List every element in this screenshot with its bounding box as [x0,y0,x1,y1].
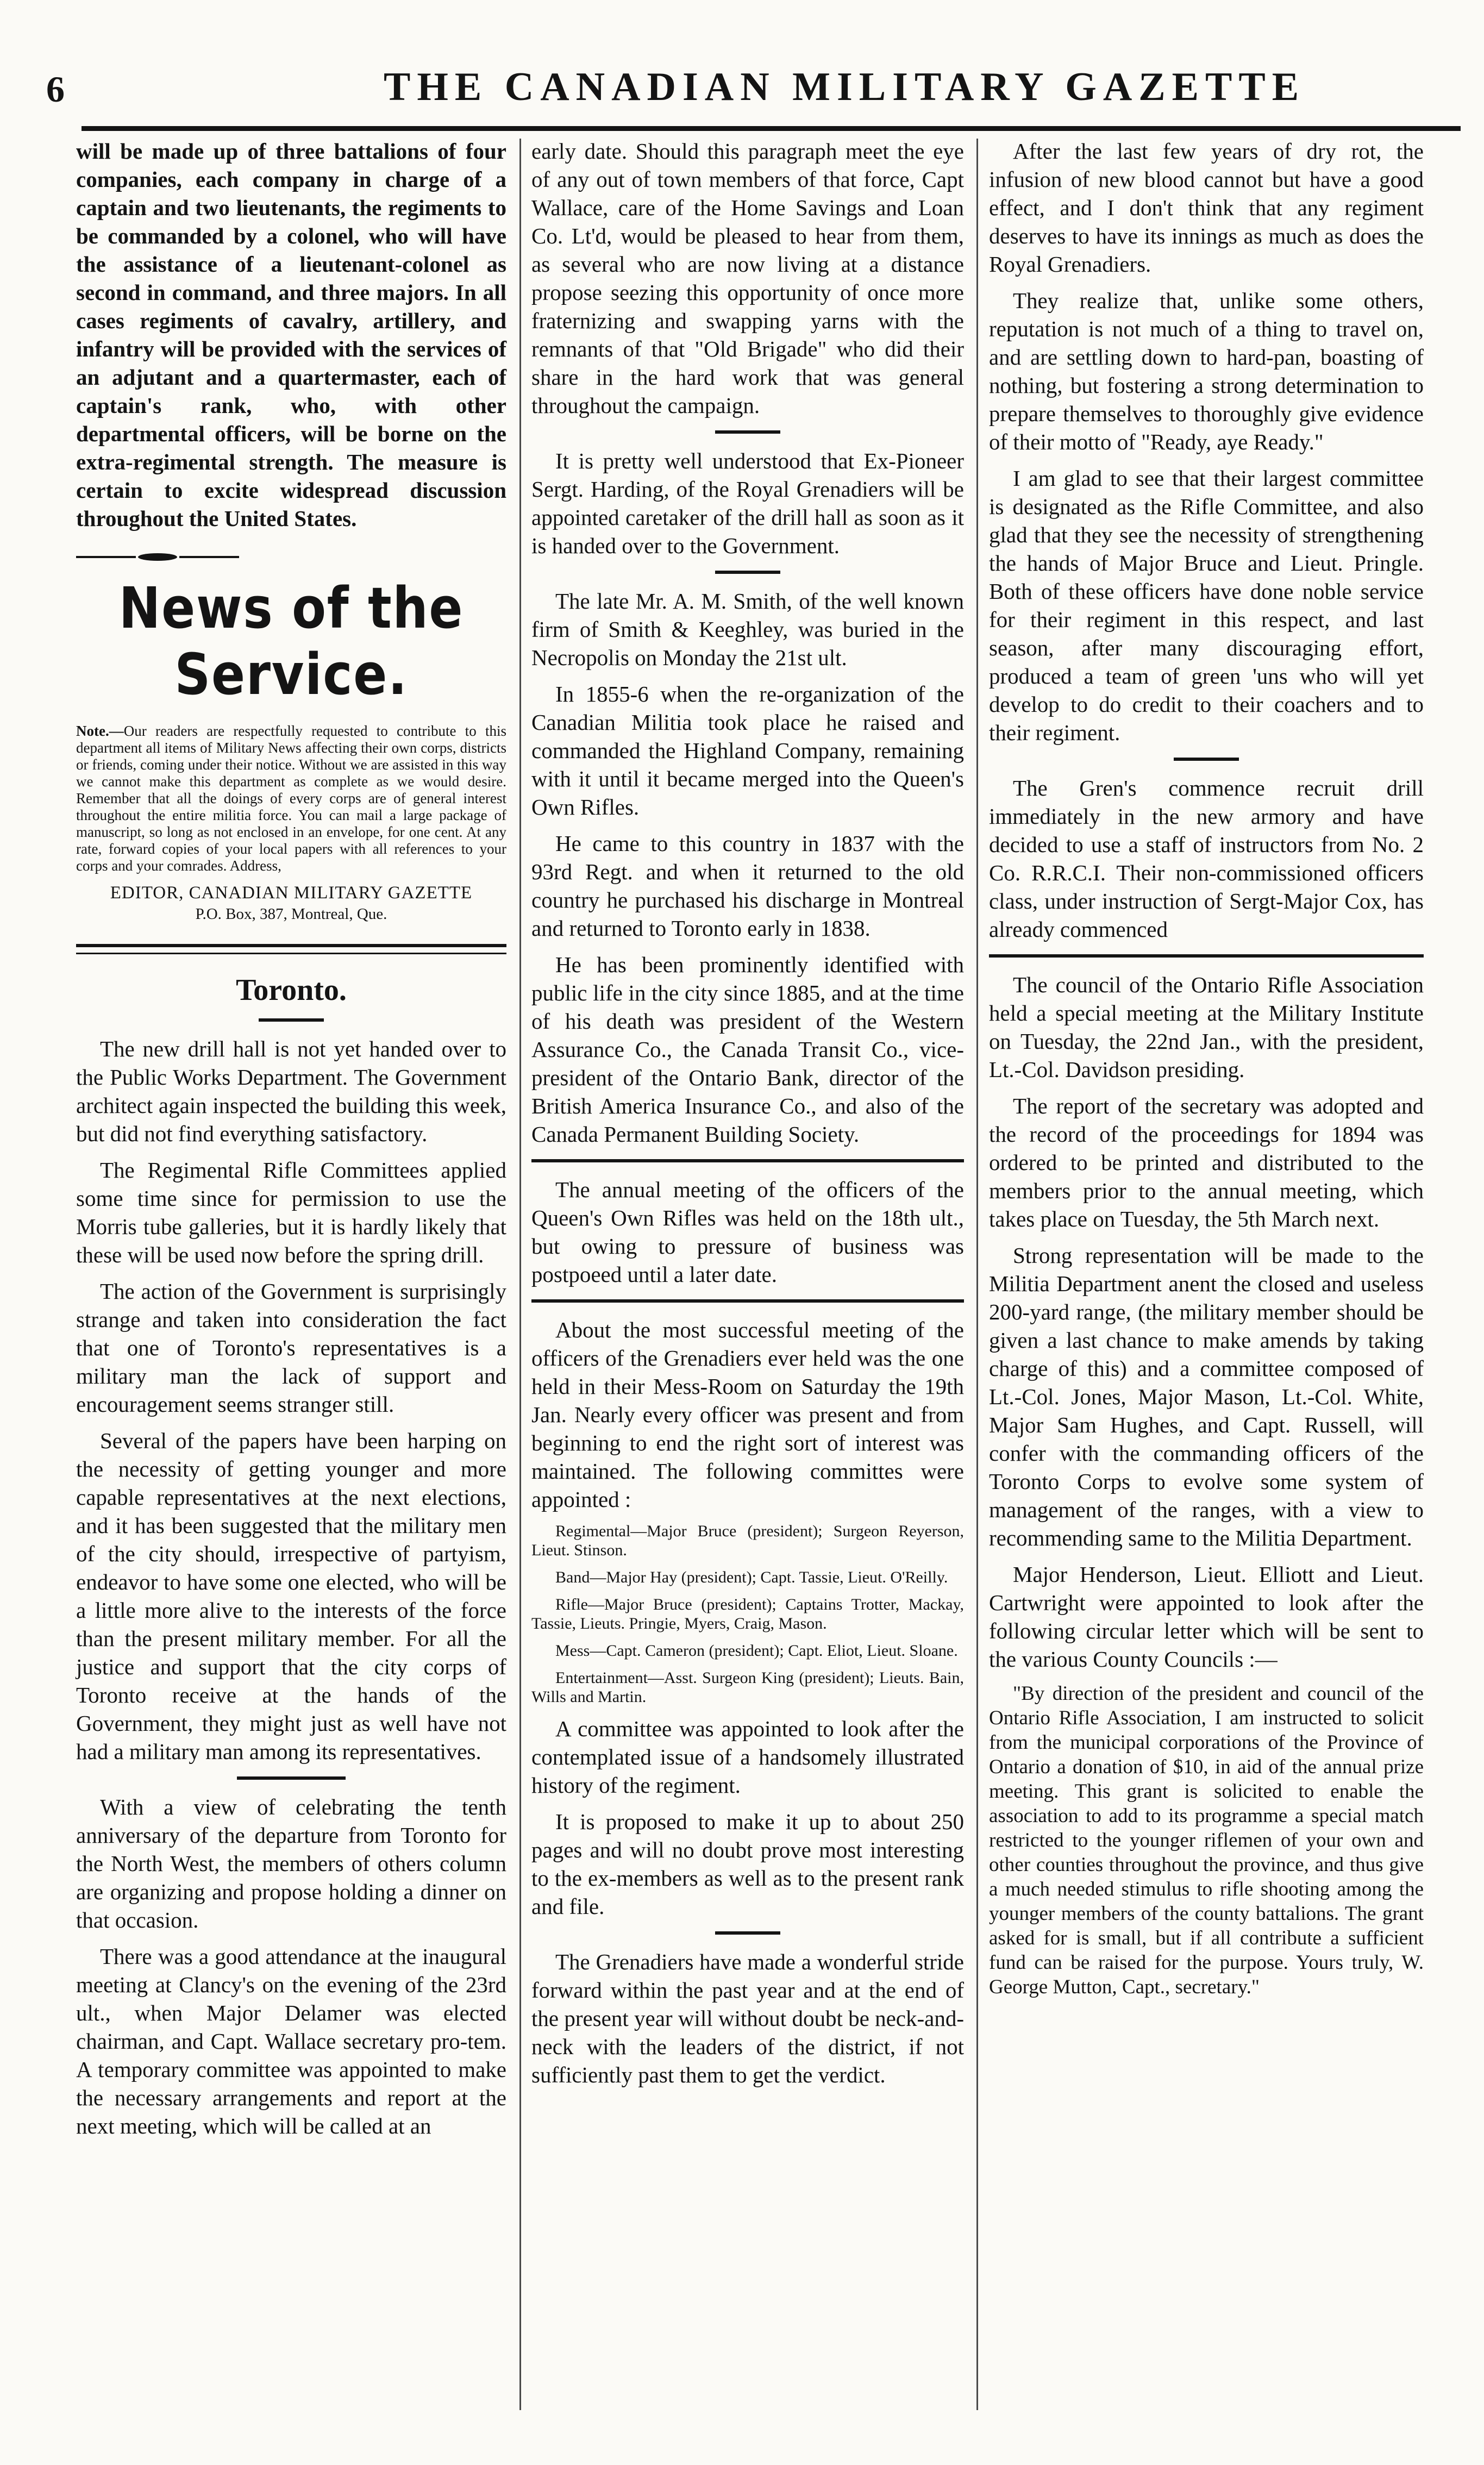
paragraph: He came to this country in 1837 with the 93rd Regt. and when it returned to the old country he purchased his discharge in Montreal and returned to Toronto early in 1838. [531,831,964,941]
paragraph: The report of the secretary was adopted and the record of the proceedings for 1894 was ordered to be printed and distributed to the members prior to the annual meeting, which takes place on Tuesday, the 5th March next. [989,1093,1424,1231]
section-title: News of the Service. [118,575,464,708]
note-text: Our readers are respectfully requested to contribute to this department all items of Military News affecting their own corps, districts or friends, coming under their notice. Without we are assisted in this way we cannot make this department as complete as we would desire. Remember that all the doings of every corps are of general interest throughout the entire militia force. You can mail a large package of manuscript, so long as not enclosed in an envelope, for one cent. At any rate, forward copies of your local papers with all references to your corps and your comrades. Address, [76,723,506,874]
column-divider [976,139,978,2410]
section-rule [531,1299,964,1303]
list-item: Entertainment—Asst. Surgeon King (president); Lieuts. Bain, Wills and Martin. [531,1669,964,1706]
heading-rule [259,1018,324,1022]
paragraph: About the most successful meeting of the officers of the Grenadiers ever held was the one held in their Mess-Room on Saturday the 19th Jan. Nearly every officer was present and from beginning to end the right sort of interest was maintained. The following committes were appointed : [531,1317,964,1512]
column-three [989,137,1424,2007]
running-title: THE CANADIAN MILITARY GAZETTE [384,65,1306,109]
paragraph: will be made up of three battalions of four companies, each company in charge of a captain and two lieutenants, the regiments to be commanded by a colonel, who will have the assistance of a lieutenant-colonel as second in command, and three majors. In all cases regiments of cavalry, artillery, and infantry will be provided with the services of an adjutant and a quartermaster, each of captain's rank, who, with other departmental officers, will be borne on the extra-regimental strength. The measure is certain to excite widespread discussion throughout the United States. [76,139,506,531]
list-item: Mess—Capt. Cameron (president); Capt. Eliot, Lieut. Sloane. [555,1642,958,1660]
page-number: 6 [46,68,65,110]
paragraph: Major Henderson, Lieut. Elliott and Lieut. Cartwright were appointed to look after the following circular letter which will be sent to the various County Councils :— [989,1562,1424,1672]
column-divider [519,139,521,2410]
paragraph: Strong representation will be made to the Militia Department anent the closed and useless 200-yard range, (the military member should be given a last chance to make amends by taking charge of this) and a committee composed of Lt.-Col. Jones, Major Mason, Lt.-Col. White, Major Sam Hughes, and Capt. Russell, will confer with the commanding officers of the Toronto Corps to evolve some system of management of the ranges, with a view to recommending same to the Militia Department. [989,1243,1424,1550]
section-rule [715,571,780,574]
section-rule [531,1159,964,1162]
header-rule [82,126,1461,131]
column-two [531,137,964,2097]
paragraph: In 1855-6 when the re-organization of the Canadian Militia took place he raised and commanded the Highland Company, remaining with it until it became merged into the Queen's Own Rifles. [531,681,964,819]
circular-letter [989,1681,1424,1999]
paragraph: Several of the papers have been harping on the necessity of getting younger and more capable representatives at the next elections, and it has been suggested that the military men of the city should, irrespective of partyism, endeavor to have some one elected, who will be a little more alive to the interests of the force than the present military member. For all the justice and support that the city corps of Toronto receive at the hands of the Government, they might just as well have not had a military man among its representatives. [76,1428,506,1764]
paragraph: The annual meeting of the officers of the Queen's Own Rifles was held on the 18th ult., but owing to pressure of business was postpoeed until a later date. [531,1177,964,1287]
paragraph: I am glad to see that their largest committee is designated as the Rifle Committee, and also glad that they see the necessity of strengthening the hands of Major Bruce and Lieut. Pringle. Both of these officers have done noble service for their regiment in this respect, and last season, after many discouraging effort, produced a team of green 'uns who will yet develop to do credit to their coachers and to their regiment. [989,466,1424,745]
section-rule [1174,758,1239,761]
editor-address: P.O. Box, 387, Montreal, Que. [195,905,387,923]
paragraph: After the last few years of dry rot, the infusion of new blood cannot but have a good effect, and I don't think that any regiment deserves to have its innings as much as does the Royal Grenadiers. [989,139,1424,277]
paragraph: He has been prominently identified with public life in the city since 1885, and at the time of his death was president of the Western Assurance Co., the Canada Transit Co., vice-president of the Ontario Bank, director of the British America Insurance Co., and also of the Canada Permanent Building Society. [531,952,964,1147]
note-lead: Note.— [76,723,124,739]
list-item: Rifle—Major Bruce (president); Captains Trotter, Mackay, Tassie, Lieuts. Pringie, Myers, Craig, Mason. [531,1596,964,1632]
list-item: Regimental—Major Bruce (president); Surgeon Reyerson, Lieut. Stinson. [531,1522,964,1559]
paragraph: The action of the Government is surprisingly strange and taken into consideration the fact that one of Toronto's representatives is a military man the lack of support and encouragement seems stranger still. [76,1279,506,1417]
committee-list [531,1522,964,1706]
quoted-letter: "By direction of the president and council of the Ontario Rifle Association, I am instructed to solicit from the municipal corporations of the Province of Ontario a donation of $10, in aid of the annual prize meeting. This grant is solicited to enable the association to add to its programme a special match restricted to the younger riflemen of your own and other counties throughout the province, and thus give a much needed stimulus to rifle shooting among the younger members of the county battalions. The grant asked for is small, but if all contribute a sufficient fund can be raised for the purpose. Yours truly, W. George Mutton, Capt., secretary." [989,1682,1424,1998]
toronto-heading: Toronto. [236,973,347,1007]
section-rule [715,1931,780,1935]
column-one [76,137,506,2148]
paragraph: The Grenadiers have made a wonderful stride forward within the past year and at the end of the present year will without doubt be neck-and-neck with the leaders of the district, if not sufficiently past them to get the verdict. [531,1949,964,2087]
paragraph: The Regimental Rifle Committees applied some time since for permission to use the Morris tube galleries, but it is hardly likely that these will be used now before the spring drill. [76,1158,506,1267]
paragraph: The late Mr. A. M. Smith, of the well known firm of Smith & Keeghley, was buried in the Necropolis on Monday the 21st ult. [531,589,964,670]
paragraph: The new drill hall is not yet handed over to the Public Works Department. The Government architect again inspected the building this week, but did not find everything satisfactory. [76,1036,506,1146]
section-rule [715,430,780,434]
paragraph: There was a good attendance at the inaugural meeting at Clancy's on the evening of the 23rd ult., when Major Delamer was elected chairman, and Capt. Wallace secretary pro-tem. A temporary committee was appointed to make the necessary arrangements and report at the next meeting, which will be called at an [76,1944,506,2138]
paragraph: The Gren's commence recruit drill immediately in the new armory and have decided to use a staff of instructors from No. 2 Co. R.R.C.I. Their non-commissioned officers class, under instruction of Sergt-Major Cox, has already commenced [989,775,1424,942]
paragraph: The council of the Ontario Rifle Association held a special meeting at the Military Institute on Tuesday, the 22nd Jan., with the president, Lt.-Col. Davidson presiding. [989,972,1424,1082]
paragraph: With a view of celebrating the tenth anniversary of the departure from Toronto for the North West, the members of others column are organizing and propose holding a dinner on that occasion. [76,1794,506,1932]
section-rule [989,954,1424,958]
ornament-divider [76,552,239,562]
paragraph: early date. Should this paragraph meet the eye of any out of town members of that force, Capt Wallace, care of the Home Savings and Loan Co. Lt'd, would be pleased to hear from them, as several who are now living at a distance propose seezing this opportunity of once more fraternizing and swapping yarns with the remnants of that "Old Brigade" who did their share in the hard work that was general throughout the campaign. [531,139,964,418]
section-rule [237,1776,346,1780]
list-item: Band—Major Hay (president); Capt. Tassie, Lieut. O'Reilly. [555,1568,948,1586]
editor-line: EDITOR, CANADIAN MILITARY GAZETTE [110,883,473,903]
paragraph: They realize that, unlike some others, reputation is not much of a thing to travel on, and are settling down to hard-pan, boasting of nothing, but fostering a strong determination to prepare themselves to thoroughly give evidence of their motto of "Ready, aye Ready." [989,288,1424,454]
paragraph: It is proposed to make it up to about 250 pages and will no doubt prove most interesting to the ex-members as well as to the present rank and file. [531,1809,964,1919]
paragraph: A committee was appointed to look after the contemplated issue of a handsomely illustrated history of the regiment. [531,1716,964,1798]
paragraph: It is pretty well understood that Ex-Pioneer Sergt. Harding, of the Royal Grenadiers will be appointed caretaker of the drill hall as soon as it is handed over to the Government. [531,448,964,558]
editor-note [76,723,506,874]
opening-article [76,137,506,533]
double-rule [76,944,506,954]
